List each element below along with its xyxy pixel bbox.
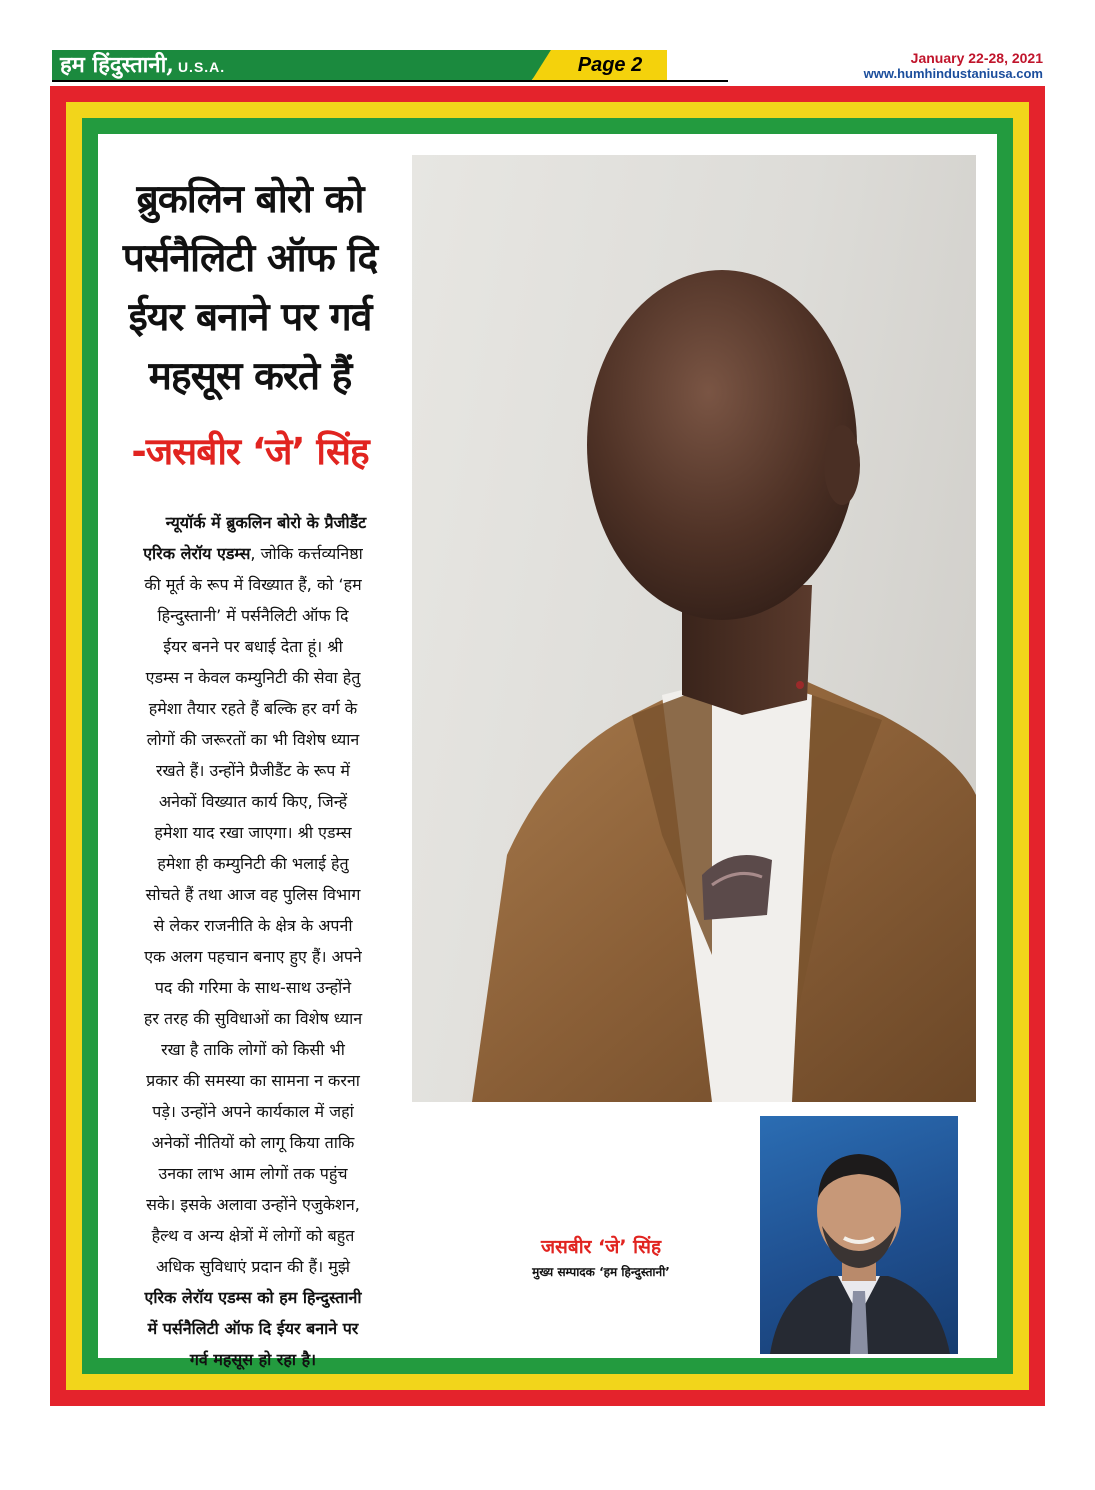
article-line: हैल्थ व अन्य क्षेत्रों में लोगों को बहुत <box>151 1226 355 1245</box>
article-line: हमेशा याद रखा जाएगा। श्री एडम्स <box>154 823 352 842</box>
article-line: रखते हैं। उन्होंने प्रैजीडैंट के रूप में <box>155 761 351 780</box>
article-line: एरिक लेरॉय एडम्स को हम हिन्दुस्तानी <box>144 1288 362 1307</box>
article-line: न्यूयॉर्क में ब्रुकलिन बोरो के प्रैजीडैंट <box>165 513 367 532</box>
issue-date: January 22-28, 2021 <box>910 50 1043 66</box>
article-line: हमेशा ही कम्युनिटी की भलाई हेतु <box>157 854 349 873</box>
masthead-location: U.S.A. <box>177 59 226 75</box>
article-line: उनका लाभ आम लोगों तक पहुंच <box>158 1164 348 1183</box>
headline <box>105 170 395 406</box>
article-line: अनेकों नीतियों को लागू किया ताकि <box>151 1133 355 1152</box>
article-line: पद की गरिमा के साथ-साथ उन्होंने <box>154 978 352 997</box>
article-line: प्रकार की समस्या का सामना न करना <box>146 1071 360 1090</box>
article-line: से लेकर राजनीति के क्षेत्र के अपनी <box>153 916 353 935</box>
article-line: की मूर्त के रूप में विख्यात हैं, को ‘हम <box>144 575 362 594</box>
portrait-illustration <box>412 155 976 1102</box>
article-line: ईयर बनने पर बधाई देता हूं। श्री <box>163 637 343 656</box>
article-line: एडम्स न केवल कम्युनिटी की सेवा हेतु <box>145 668 361 687</box>
article-line: पड़े। उन्होंने अपने कार्यकाल में जहां <box>152 1102 354 1121</box>
headline-line: ईयर बनाने पर गर्व <box>128 295 372 340</box>
article-line: सोचते हैं तथा आज वह पुलिस विभाग <box>145 885 361 904</box>
article-line: गर्व महसूस हो रहा है। <box>189 1350 317 1369</box>
header-rule <box>52 80 728 82</box>
article-line: रखा है ताकि लोगों को किसी भी <box>161 1040 345 1059</box>
page-number: Page 2 <box>577 54 643 76</box>
editor-name: जसबीर ‘जे’ सिंह <box>540 1236 662 1258</box>
portrait-photo <box>412 155 976 1102</box>
article-line-lead: एरिक लेरॉय एडम्स <box>143 544 251 563</box>
article-line: अधिक सुविधाएं प्रदान की हैं। मुझे <box>156 1257 350 1276</box>
headline-line: महसूस करते हैं <box>148 354 352 399</box>
editor-photo <box>760 1116 958 1354</box>
article-line: लोगों की जरूरतों का भी विशेष ध्यान <box>146 730 360 749</box>
byline: -जसबीर ‘जे’ सिंह <box>131 430 369 473</box>
article-line: अनेकों विख्यात कार्य किए, जिन्हें <box>158 792 348 811</box>
article-line: एक अलग पहचान बनाए हुए हैं। अपने <box>144 947 362 966</box>
headline-line: पर्सनैलिटी ऑफ दि <box>122 236 378 281</box>
article-line: हिन्दुस्तानी’ में पर्सनैलिटी ऑफ दि <box>157 606 349 625</box>
headline-line: ब्रुकलिन बोरो को <box>136 177 364 222</box>
article-body <box>103 507 403 1375</box>
website-link[interactable]: www.humhindustaniusa.com <box>863 66 1043 81</box>
article-line: में पर्सनैलिटी ऑफ दि ईयर बनाने पर <box>147 1319 359 1338</box>
editor-title: मुख्य सम्पादक ‘हम हिन्दुस्तानी’ <box>532 1265 670 1279</box>
masthead-title: हम हिंदुस्तानी, <box>60 52 174 78</box>
article-line: हर तरह की सुविधाओं का विशेष ध्यान <box>143 1009 363 1028</box>
article-line: हमेशा तैयार रहते हैं बल्कि हर वर्ग के <box>148 699 358 718</box>
article-line: सके। इसके अलावा उन्होंने एजुकेशन, <box>146 1195 360 1214</box>
masthead <box>60 51 225 79</box>
editor-illustration <box>760 1116 958 1354</box>
article-line: एरिक लेरॉय एडम्स, जोकि कर्त्तव्यनिष्ठा <box>143 544 363 563</box>
